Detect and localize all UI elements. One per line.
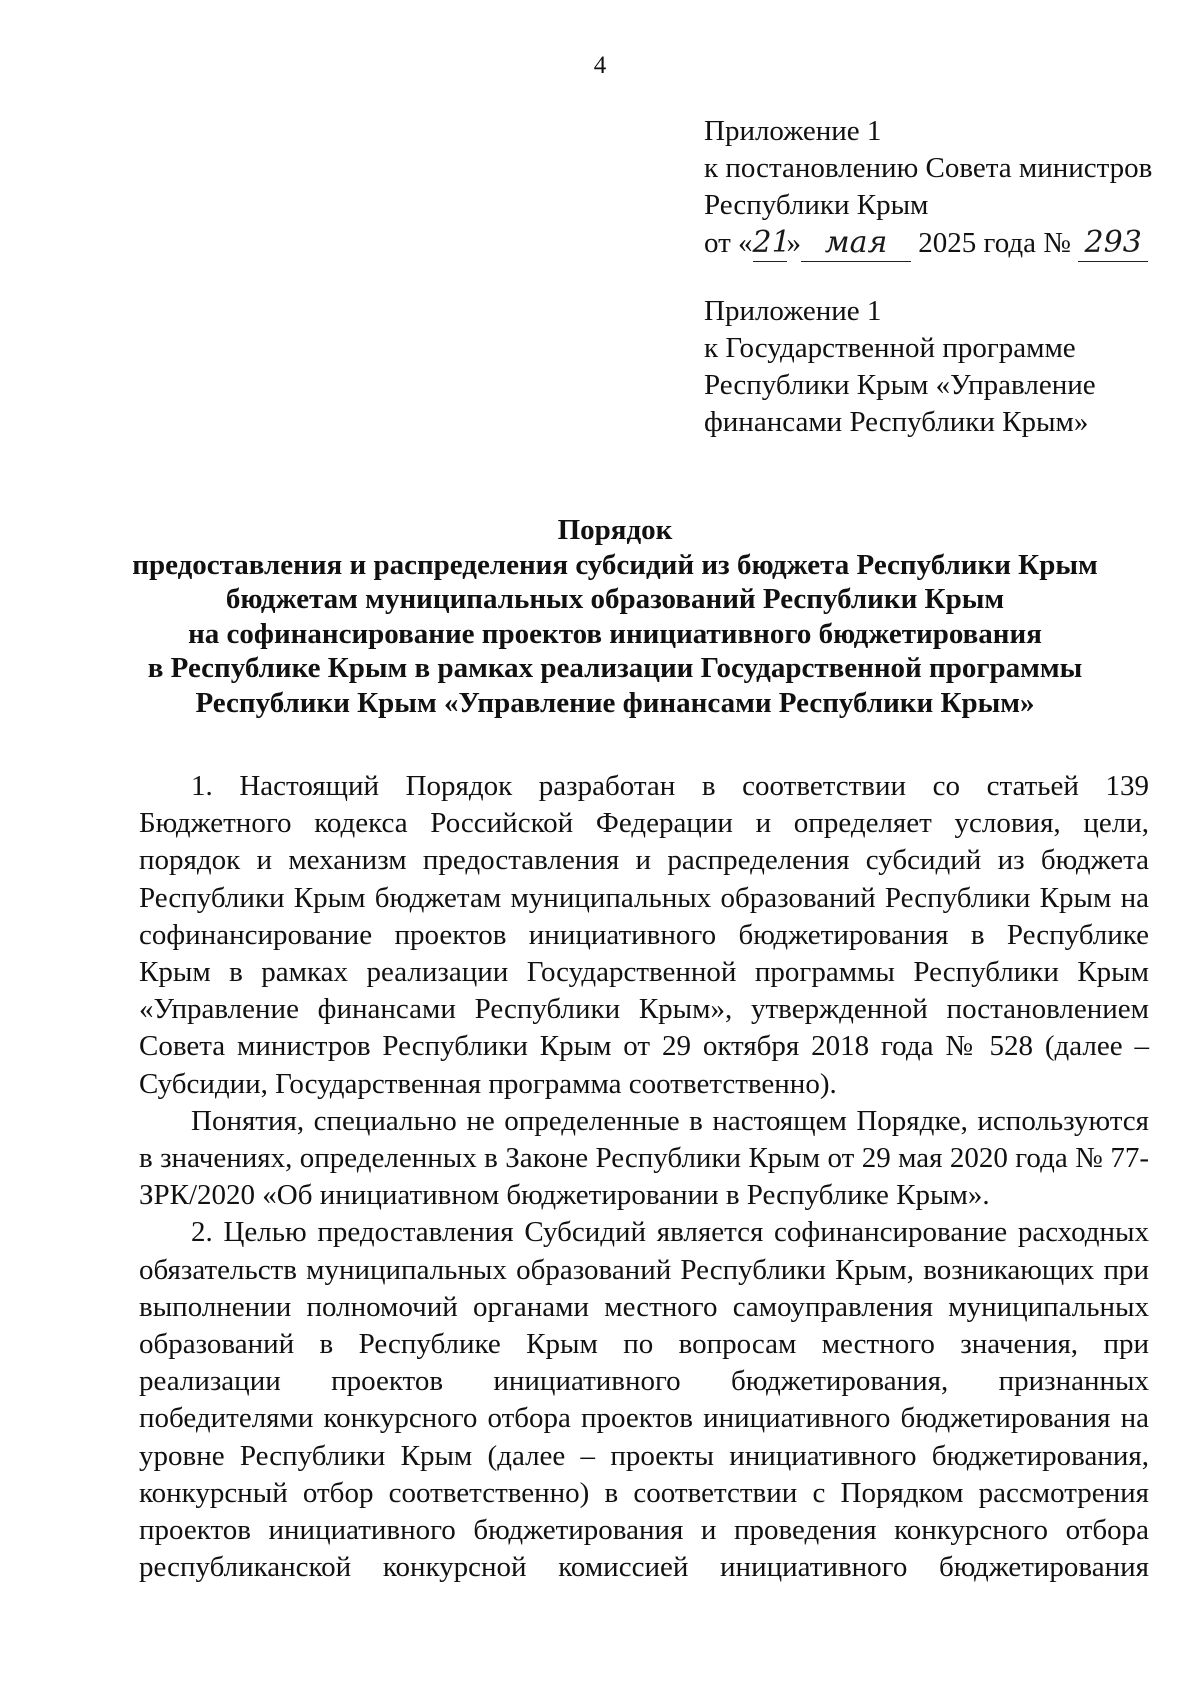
- paragraph-2: Понятия, специально не определенные в настоящем Порядке, используются в значениях, определенных в Законе Республики Крым от 29 мая 2020 года № 77-ЗРК/2020 «Об инициативном бюджетировании в Республике Крым».: [139, 1104, 1149, 1212]
- title-line-4: на софинансирование проектов инициативного бюджетирования: [188, 617, 1042, 650]
- appendix-reference-region: Республики Крым: [704, 189, 929, 221]
- title-line-5: в Республике Крым в рамках реализации Государственной программы: [147, 652, 1083, 684]
- document-body: [139, 768, 1149, 1586]
- handwritten-month: мая: [801, 224, 911, 262]
- appendix-program-name-2: финансами Республики Крым»: [704, 406, 1089, 438]
- decree-date-line: [704, 224, 1174, 262]
- appendix-reference: к постановлению Совета министров: [704, 152, 1153, 184]
- paragraph-3: 2. Целью предоставления Субсидий является софинансирование расходных обязательств муниципальных образований Республики Крым, возникающих при выполнении полномочий органами местного самоуправления муниципальных образований в Республике Крым по вопросам местного значения, при реализации проектов инициативного бюджетирования, признанных победителями конкурсного отбора проектов инициативного бюджетирования на уровне Республики Крым (далее – проекты инициативного бюджетирования, конкурсный отбор соответственно) в соответствии с Порядком рассмотрения проектов инициативного бюджетирования и проведения конкурсного отбора республиканской конкурсной комиссией инициативного бюджетирования: [139, 1216, 1149, 1584]
- title-line-3: бюджетам муниципальных образований Республики Крым: [225, 583, 1005, 615]
- appendix-title: Приложение 1: [704, 115, 882, 147]
- document-title: [130, 513, 1100, 720]
- title-line-1: Порядок: [557, 514, 673, 546]
- appendix-program-block: [704, 293, 1174, 441]
- appendix-decree-block: [704, 113, 1174, 262]
- date-prefix: от «: [704, 227, 753, 259]
- appendix-program-name-1: Республики Крым «Управление: [704, 369, 1096, 401]
- title-line-2: предоставления и распределения субсидий из бюджета Республики Крым: [132, 548, 1098, 581]
- handwritten-decree-number: 293: [1078, 224, 1148, 262]
- title-line-6: Республики Крым «Управление финансами Республики Крым»: [195, 686, 1035, 719]
- page-number: 4: [593, 52, 607, 79]
- paragraph-1: 1. Настоящий Порядок разработан в соответствии со статьей 139 Бюджетного кодекса Российской Федерации и определяет условия, цели, порядок и механизм предоставления и распределения субсидий из бюджета Республики Крым бюджетам муниципальных образований Республики Крым на софинансирование проектов инициативного бюджетирования в Республике Крым в рамках реализации Государственной программы Республики Крым «Управление финансами Республики Крым», утвержденной постановлением Совета министров Республики Крым от 29 октября 2018 года № 528 (далее – Субсидии, Государственная программа соответственно).: [139, 770, 1149, 1100]
- appendix-program-title: Приложение 1: [704, 295, 882, 327]
- date-quote-close: »: [786, 227, 802, 259]
- appendix-program-ref: к Государственной программе: [704, 332, 1076, 364]
- date-year-label: 2025 года №: [918, 227, 1071, 259]
- handwritten-day: 21: [752, 225, 791, 260]
